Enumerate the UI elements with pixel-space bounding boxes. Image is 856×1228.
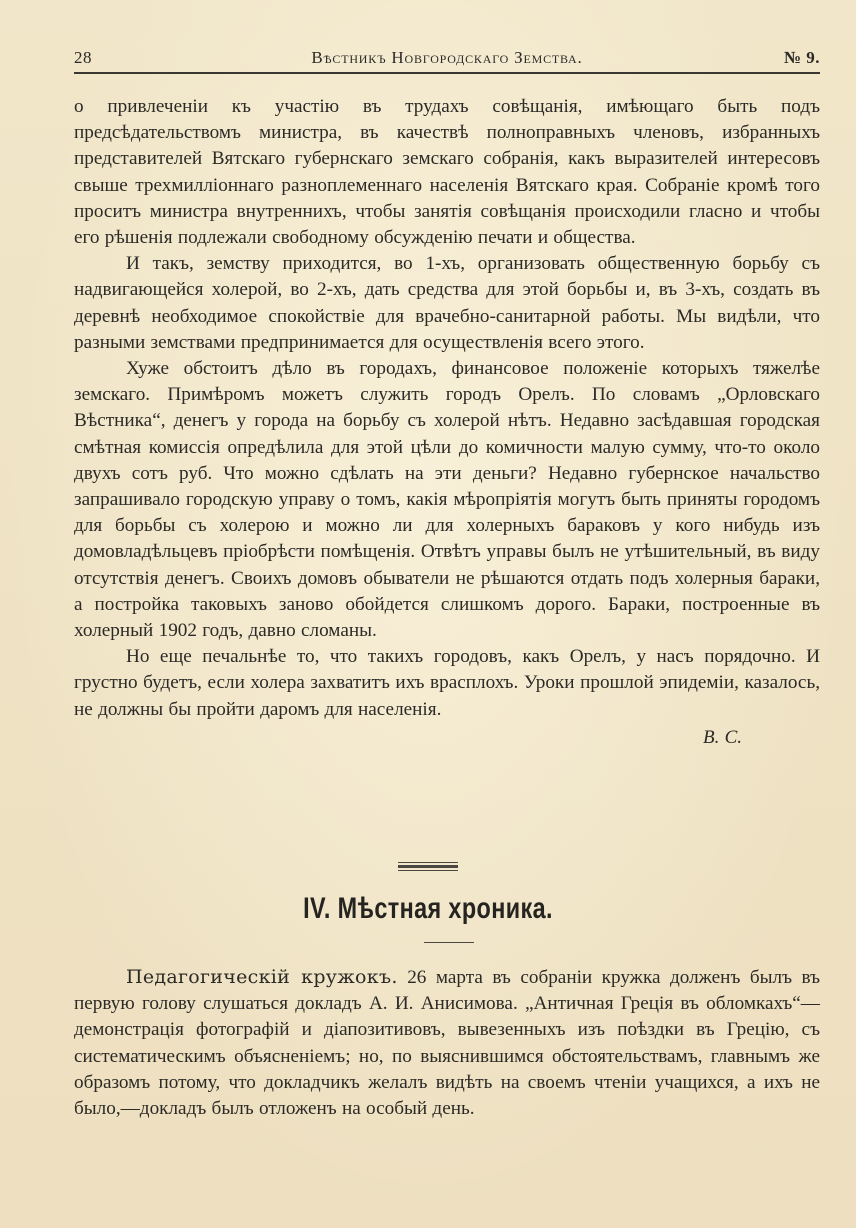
chronicle-entry <box>74 964 820 1122</box>
header-rule <box>74 72 820 74</box>
chronicle-entry-title: Педагогическій кружокъ. <box>126 966 398 988</box>
paragraph: о привлеченіи къ участію въ трудахъ совѣщанія, имѣющаго быть подъ предсѣдательствомъ министра, въ качествѣ полноправныхъ членовъ, избранныхъ представителей Вятскаго губернскаго земскаго собранія, какъ выразителей интересовъ свыше трехмилліоннаго разноплеменнаго населенія Вятскаго края. Собраніе кромѣ того проситъ министра внутреннихъ, чтобы занятія совѣщанія происходили гласно и чтобы его рѣшенія подлежали свободному обсужденію печати и общества. <box>74 96 820 249</box>
article-body <box>74 94 820 751</box>
running-header <box>74 46 820 74</box>
section-heading: IV. Мѣстная хроника. <box>303 892 553 925</box>
issue-number: № 9. <box>783 48 820 67</box>
page-number: 28 <box>74 48 92 67</box>
paragraph: И такъ, земству приходится, во 1-хъ, организовать общественную борьбу съ надвигающейся холерой, во 2-хъ, дать средства для этой борьбы и, въ 3-хъ, создать въ деревнѣ необходимое спокойствіе для врачебно-санитарной работы. Мы видѣли, что разными земствами предпринимается для осуществленія всего этого. <box>74 253 820 353</box>
paragraph: Но еще печальнѣе то, что такихъ городовъ, какъ Орелъ, у насъ порядочно. И грустно будетъ, если холера захватитъ ихъ врасплохъ. Уроки прошлой эпидеміи, казалось, не должны бы пройти даромъ для населенія. <box>74 646 820 720</box>
paragraph: Хуже обстоитъ дѣло въ городахъ, финансовое положеніе которыхъ тяжелѣе земскаго. Примѣромъ можетъ служить городъ Орелъ. По словамъ „Орловскаго Вѣстника“, денегъ у города на борьбу съ холерой нѣтъ. Недавно засѣдавшая городская смѣтная комиссія опредѣлила для этой цѣли до комичности малую сумму, что-то около двухъ сотъ руб. Что можно сдѣлать на эти деньги? Недавно губернское начальство запрашивало городскую управу о томъ, какія мѣропріятія могутъ быть приняты городомъ для борьбы съ холерою и можно ли для холерныхъ бараковъ у кого нибудь изъ домовладѣльцевъ пріобрѣсти помѣщенія. Отвѣтъ управы былъ не утѣшительный, въ виду отсутствія денегъ. Своихъ домовъ обыватели не рѣшаются отдать подъ холерныя бараки, а постройка таковыхъ заново обойдется слишкомъ дорого. Бараки, построенные въ холерный 1902 годъ, давно сломаны. <box>74 358 820 642</box>
section-rule <box>424 942 474 943</box>
author-signature: В. С. <box>702 726 742 748</box>
chronicle-entry-text: 26 марта въ собраніи кружка долженъ былъ въ первую голову слушаться докладъ А. И. Анисимова. „Античная Греція въ обломкахъ“—демонстрація фотографій и діапозитивовъ, вывезенныхъ изъ поѣздки въ Грецію, съ систематическимъ объясненіемъ; но, по выяснившимся обстоятельствамъ, главнымъ же образомъ потому, что докладчикъ желалъ видѣть на своемъ чтеніи учащихся, а ихъ не было,—докладъ былъ отложенъ на особый день. <box>74 967 820 1120</box>
chronicle-paragraph <box>74 964 820 1122</box>
journal-title: Вѣстникъ Новгородскаго Земства. <box>311 48 583 67</box>
section-divider-ornament <box>398 862 458 870</box>
